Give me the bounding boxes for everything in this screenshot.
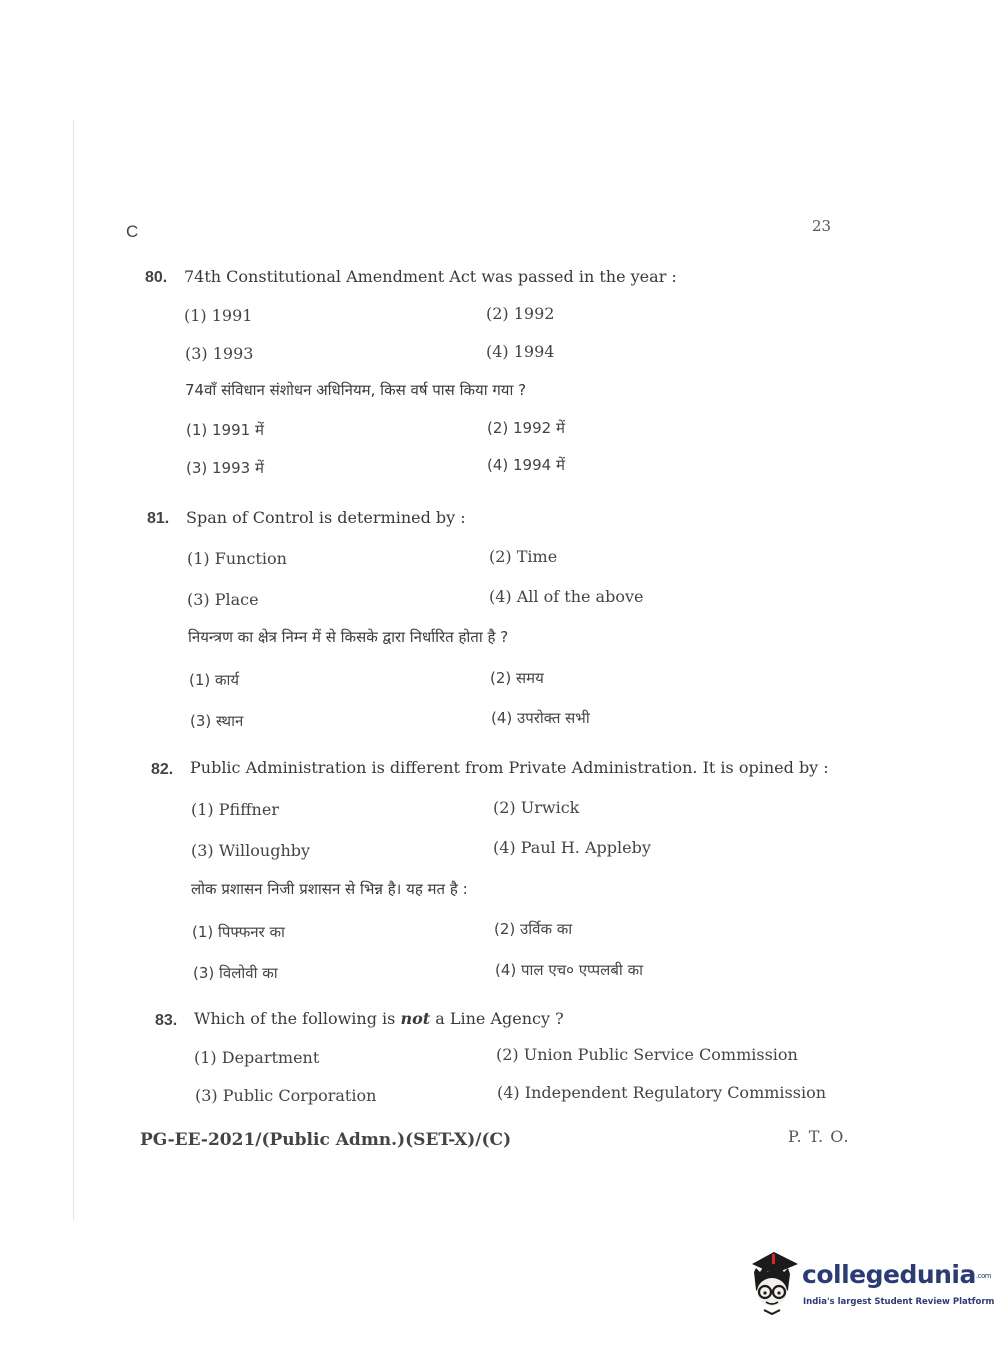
option-4-hi: (4) पाल एच० एप्पलबी का bbox=[495, 961, 643, 979]
set-letter: C bbox=[126, 222, 139, 241]
mascot-icon bbox=[742, 1250, 802, 1316]
paper-code: PG-EE-2021/(Public Admn.)(SET-X)/(C) bbox=[140, 1130, 512, 1150]
page-edge-line bbox=[73, 120, 74, 1220]
option-2-hi: (2) समय bbox=[490, 669, 544, 687]
option-4-en: (4) All of the above bbox=[489, 587, 644, 606]
question-text-hi: नियन्त्रण का क्षेत्र निम्न में से किसके द्वारा निर्धारित होता है ? bbox=[188, 628, 509, 646]
option-4-hi: (4) उपरोक्त सभी bbox=[491, 709, 590, 727]
question-text-hi: 74वाँ संविधान संशोधन अधिनियम, किस वर्ष पास किया गया ? bbox=[185, 381, 527, 399]
question-number: 80. bbox=[145, 269, 168, 286]
option-1-en: (1) Department bbox=[194, 1048, 320, 1067]
option-4-en: (4) Paul H. Appleby bbox=[493, 838, 651, 857]
question-text-en bbox=[194, 1009, 564, 1028]
option-3-en: (3) Public Corporation bbox=[195, 1086, 377, 1105]
option-2-hi: (2) उर्विक का bbox=[494, 920, 573, 938]
brand-name bbox=[802, 1260, 991, 1289]
page-number: 23 bbox=[812, 217, 832, 235]
option-2-en: (2) Time bbox=[489, 547, 558, 566]
option-3-hi: (3) विलोवी का bbox=[193, 964, 278, 982]
option-4-en: (4) 1994 bbox=[486, 342, 555, 361]
question-text-part: a Line Agency ? bbox=[430, 1009, 564, 1028]
option-4-hi: (4) 1994 में bbox=[487, 456, 565, 474]
option-3-hi: (3) 1993 में bbox=[186, 459, 264, 477]
option-2-en: (2) 1992 bbox=[486, 304, 555, 323]
option-3-hi: (3) स्थान bbox=[190, 712, 244, 730]
option-2-hi: (2) 1992 में bbox=[487, 419, 565, 437]
option-4-en: (4) Independent Regulatory Commission bbox=[497, 1083, 826, 1102]
question-text-en: Span of Control is determined by : bbox=[186, 508, 466, 527]
emphasis-not: not bbox=[400, 1009, 431, 1028]
brand-wordmark: collegedunia bbox=[802, 1260, 976, 1289]
option-1-hi: (1) कार्य bbox=[189, 671, 240, 689]
option-3-en: (3) Place bbox=[187, 590, 259, 609]
brand-tagline: India's largest Student Review Platform bbox=[803, 1297, 995, 1307]
option-1-hi: (1) पिफ्फनर का bbox=[192, 923, 285, 941]
question-text-en: 74th Constitutional Amendment Act was passed in the year : bbox=[184, 267, 677, 286]
option-3-en: (3) Willoughby bbox=[191, 841, 311, 860]
collegedunia-watermark bbox=[742, 1250, 995, 1320]
option-2-en: (2) Urwick bbox=[493, 798, 580, 817]
question-text-part: Which of the following is bbox=[194, 1009, 401, 1028]
question-number: 83. bbox=[155, 1012, 178, 1029]
question-text-hi: लोक प्रशासन निजी प्रशासन से भिन्न है। यह मत है : bbox=[191, 880, 468, 898]
question-text-en: Public Administration is different from Private Administration. It is opined by : bbox=[190, 758, 829, 777]
question-number: 81. bbox=[147, 510, 170, 527]
option-1-en: (1) 1991 bbox=[184, 306, 253, 325]
please-turn-over: P. T. O. bbox=[788, 1127, 850, 1146]
option-1-en: (1) Function bbox=[187, 549, 287, 568]
option-1-en: (1) Pfiffner bbox=[191, 800, 279, 819]
option-1-hi: (1) 1991 में bbox=[186, 421, 264, 439]
brand-suffix: .com bbox=[975, 1272, 992, 1280]
option-3-en: (3) 1993 bbox=[185, 344, 254, 363]
option-2-en: (2) Union Public Service Commission bbox=[496, 1045, 798, 1064]
question-number: 82. bbox=[151, 761, 174, 778]
